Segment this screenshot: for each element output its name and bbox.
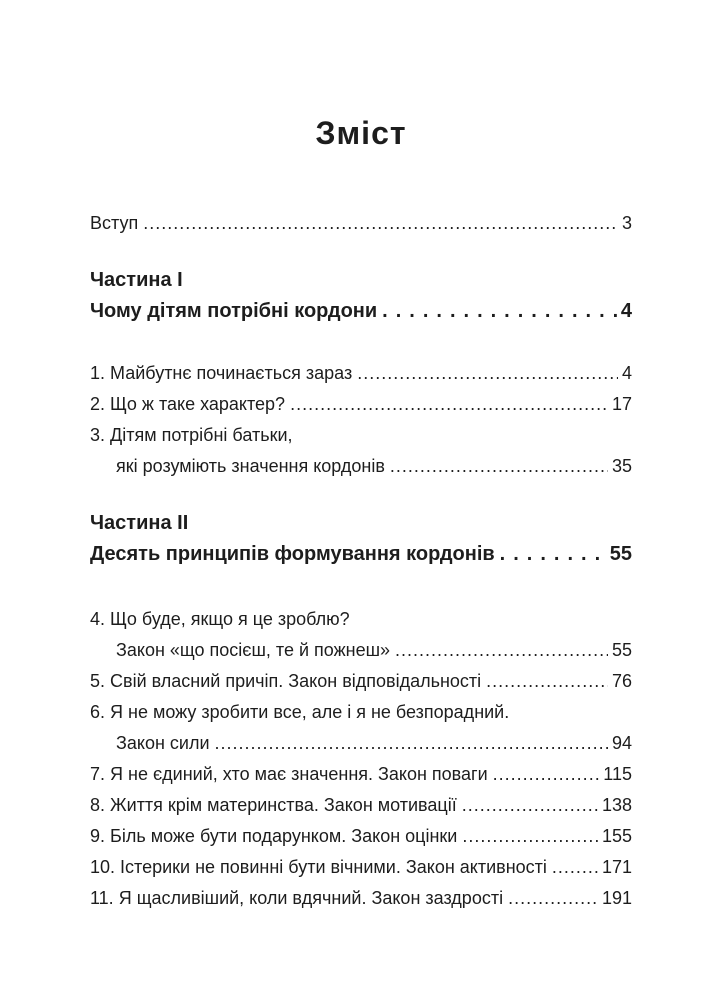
part-heading <box>90 265 632 296</box>
dot-leader <box>395 635 608 666</box>
page-number: 76 <box>611 671 632 691</box>
toc-entry <box>90 790 632 821</box>
page-number: 94 <box>611 733 632 753</box>
toc-entry <box>90 883 632 914</box>
entry-label: 3. Дітям потрібні батьки, <box>90 425 293 445</box>
toc-entry-first-line <box>90 604 632 635</box>
entry-label: Чому дітям потрібні кордони <box>90 300 378 322</box>
page-number: 171 <box>601 857 632 877</box>
entry-label: Десять принципів формування кордонів <box>90 543 495 565</box>
entry-label: Закон сили <box>116 733 210 753</box>
page-number: 55 <box>611 640 632 660</box>
toc-entry <box>90 358 632 389</box>
toc-entry <box>90 821 632 852</box>
dot-leader <box>462 790 598 821</box>
dot-leader <box>486 666 608 697</box>
page-number: 4 <box>620 300 632 322</box>
toc-entry <box>90 852 632 883</box>
dot-leader <box>290 389 608 420</box>
entry-label: 5. Свій власний причіп. Закон відповідальності <box>90 671 482 691</box>
part-title-row <box>90 539 632 570</box>
toc-entry <box>90 635 632 666</box>
page-number: 35 <box>611 456 632 476</box>
dot-leader <box>493 759 600 790</box>
page-number: 17 <box>611 394 632 414</box>
entry-label: 2. Що ж таке характер? <box>90 394 286 414</box>
dot-leader <box>382 296 617 327</box>
part-title-row <box>90 296 632 327</box>
page-number: 138 <box>601 795 632 815</box>
page-title: Зміст <box>315 115 407 151</box>
entry-label: 1. Майбутнє починається зараз <box>90 363 353 383</box>
entry-label: які розуміють значення кордонів <box>116 456 385 476</box>
toc-entry <box>90 666 632 697</box>
entry-label: 8. Життя крім материнства. Закон мотивації <box>90 795 457 815</box>
toc-entry <box>90 389 632 420</box>
entry-label: 9. Біль може бути подарунком. Закон оцінки <box>90 826 458 846</box>
entry-label: 7. Я не єдиний, хто має значення. Закон поваги <box>90 764 488 784</box>
entry-label: 6. Я не можу зробити все, але і я не безпорадний. <box>90 702 510 722</box>
toc-entry <box>90 451 632 482</box>
dot-leader <box>390 451 608 482</box>
toc-entry <box>90 759 632 790</box>
page-number: 115 <box>603 764 632 784</box>
toc-entry <box>90 728 632 759</box>
entry-label: 10. Істерики не повинні бути вічними. Закон активності <box>90 857 547 877</box>
toc-entry-first-line <box>90 420 632 451</box>
toc-entry-first-line <box>90 697 632 728</box>
dot-leader <box>462 821 598 852</box>
page-number: 55 <box>609 543 632 565</box>
entry-label: Закон «що посієш, те й пожнеш» <box>116 640 391 660</box>
part-heading <box>90 508 632 539</box>
page-number: 191 <box>601 888 632 908</box>
dot-leader <box>215 728 608 759</box>
dot-leader <box>508 883 598 914</box>
entry-label: Частина I <box>90 269 183 291</box>
dot-leader <box>552 852 598 883</box>
toc-entry <box>90 208 632 239</box>
page-number: 3 <box>621 213 632 233</box>
dot-leader <box>500 539 606 570</box>
page-number: 155 <box>601 826 632 846</box>
toc-list <box>90 208 632 914</box>
dot-leader <box>143 208 618 239</box>
dot-leader <box>357 358 618 389</box>
entry-label: 4. Що буде, якщо я це зроблю? <box>90 609 350 629</box>
entry-label: Частина II <box>90 512 189 534</box>
page-number: 4 <box>621 363 632 383</box>
entry-label: 11. Я щасливіший, коли вдячний. Закон заздрості <box>90 888 504 908</box>
entry-label: Вступ <box>90 213 139 233</box>
